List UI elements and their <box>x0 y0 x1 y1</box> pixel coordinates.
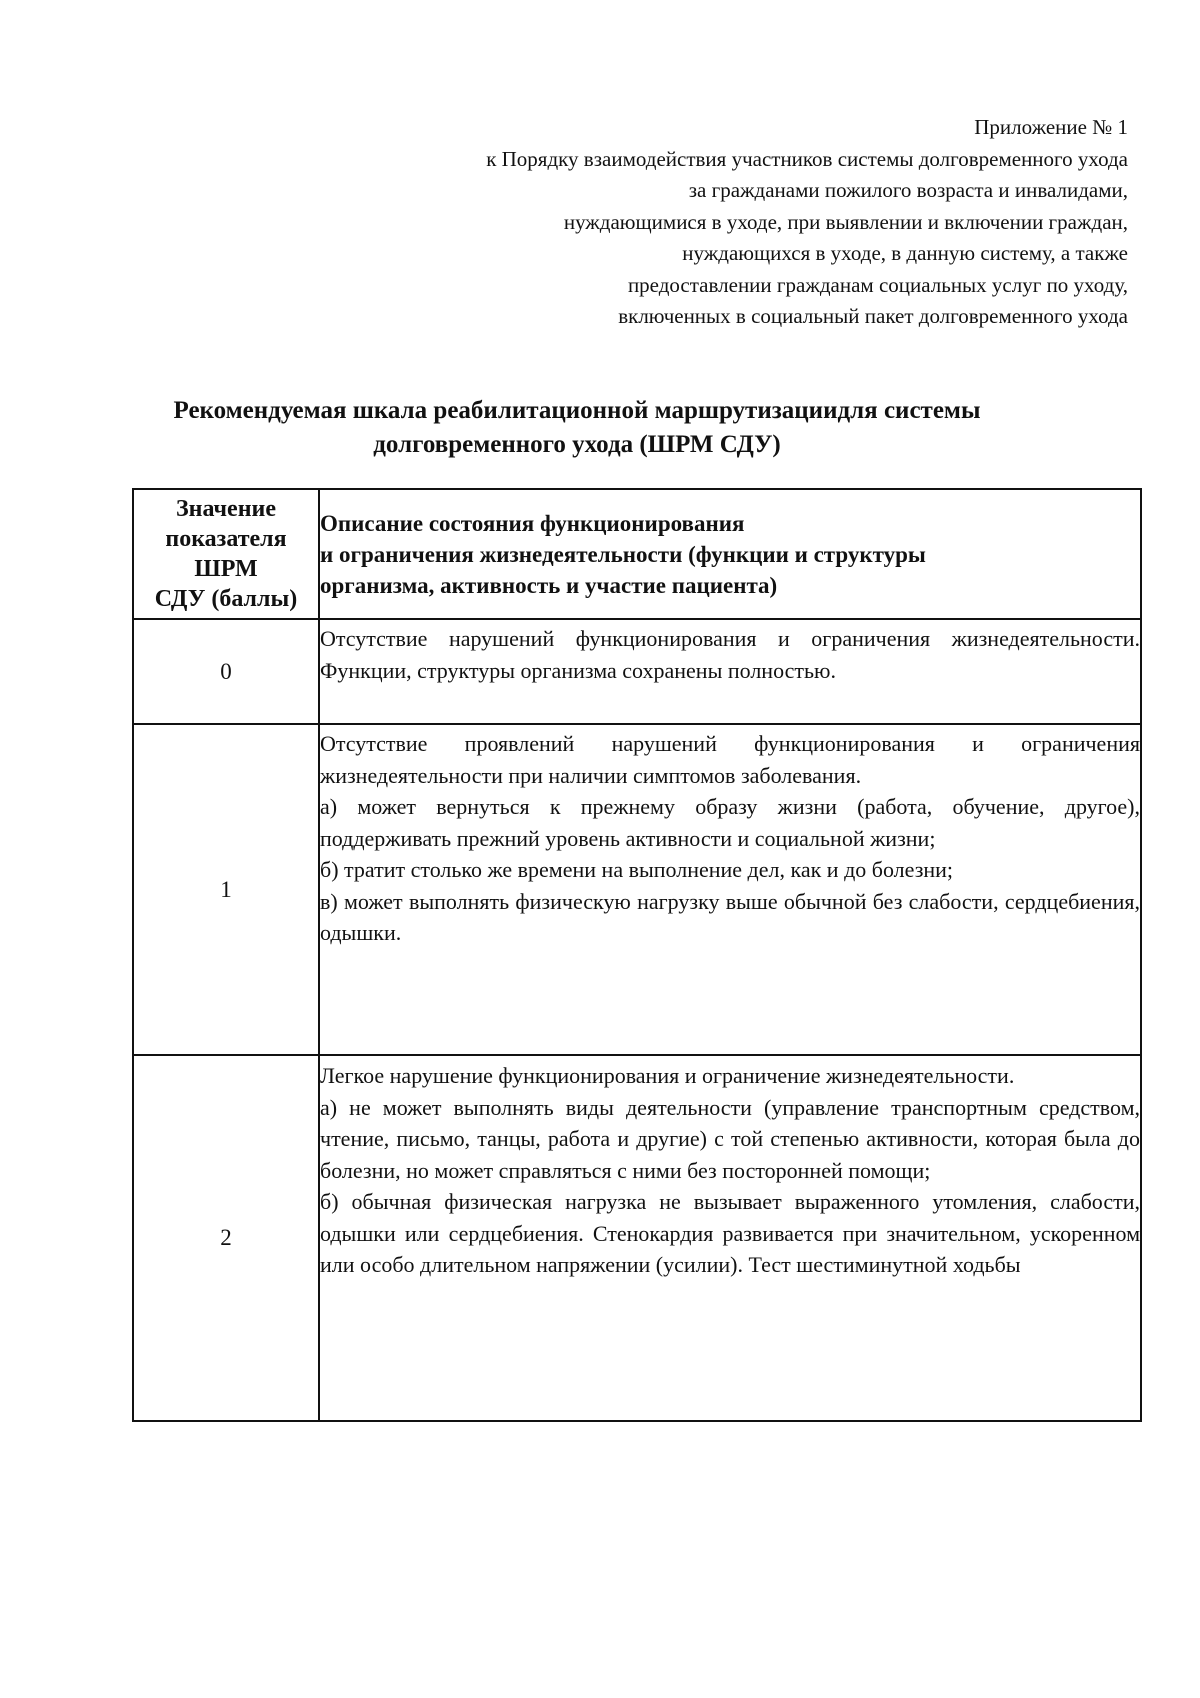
header-desc-line: организма, активность и участие пациента) <box>320 572 778 598</box>
score-cell: 2 <box>133 1055 319 1421</box>
table-row <box>133 619 1141 724</box>
appendix-line: нуждающихся в уходе, в данную систему, а также <box>682 241 1128 265</box>
table-row <box>133 1055 1141 1421</box>
description-paragraph: Отсутствие проявлений нарушений функционирования и ограничения жизнедеятельности при наличии симптомов заболевания. <box>320 731 1140 788</box>
table-header-row <box>133 489 1141 619</box>
title-line: долговременного ухода (ШРМ СДУ) <box>373 431 781 458</box>
description-paragraph: а) может вернуться к прежнему образу жизни (работа, обучение, другое), поддерживать прежний уровень активности и социальной жизни; <box>320 794 1140 851</box>
header-desc-line: и ограничения жизнедеятельности (функции и структуры <box>320 541 926 567</box>
score-cell: 1 <box>133 724 319 1055</box>
appendix-line: нуждающимися в уходе, при выявлении и включении граждан, <box>563 209 1128 234</box>
description-paragraph: в) может выполнять физическую нагрузку выше обычной без слабости, сердцебиения, одышки. <box>320 888 1140 945</box>
appendix-line: включенных в социальный пакет долговременного ухода <box>618 304 1128 328</box>
header-description <box>319 489 1141 619</box>
description-paragraph: б) обычная физическая нагрузка не вызывает выраженного утомления, слабости, одышки или сердцебиения. Стенокардия развивается при значительном, ускоренном или особо длительном напряжении (усилии). Тест шестиминутной ходьбы <box>320 1189 1140 1277</box>
header-score <box>133 489 319 619</box>
rehabilitation-scale-table <box>132 488 1142 1422</box>
header-score-line: показателя <box>165 526 287 552</box>
header-desc-line: Описание состояния функционирования <box>320 510 745 536</box>
score-cell: 0 <box>133 619 319 724</box>
appendix-line: Приложение № 1 <box>974 115 1128 139</box>
table-row <box>133 724 1141 1055</box>
header-score-line: СДУ (баллы) <box>154 586 298 612</box>
appendix-line: за гражданами пожилого возраста и инвалидами, <box>688 178 1128 202</box>
appendix-line: к Порядку взаимодействия участников системы долговременного ухода <box>486 146 1128 171</box>
description-paragraph: б) тратит столько же времени на выполнение дел, как и до болезни; <box>320 857 954 882</box>
appendix-line: предоставлении гражданам социальных услуг по уходу, <box>627 272 1128 297</box>
header-score-line: Значение <box>175 496 277 522</box>
document-title <box>132 394 1022 462</box>
description-paragraph: Легкое нарушение функционирования и ограничение жизнедеятельности. <box>320 1063 1015 1088</box>
description-paragraph: а) не может выполнять виды деятельности (управление транспортным средством, чтение, письмо, танцы, работа и другие) с той степенью активности, которая была до болезни, но может справляться с ними без посторонней помощи; <box>320 1094 1140 1183</box>
header-score-line: ШРМ <box>194 556 258 582</box>
description-cell <box>319 1055 1141 1421</box>
appendix-header <box>228 112 1128 333</box>
description-cell <box>319 724 1141 1055</box>
description-paragraph: Отсутствие нарушений функционирования и ограничения жизнедеятельности. Функции, структуры организма сохранены полностью. <box>320 626 1140 683</box>
title-line: Рекомендуемая шкала реабилитационной маршрутизациидля системы <box>173 397 981 424</box>
description-cell <box>319 619 1141 724</box>
